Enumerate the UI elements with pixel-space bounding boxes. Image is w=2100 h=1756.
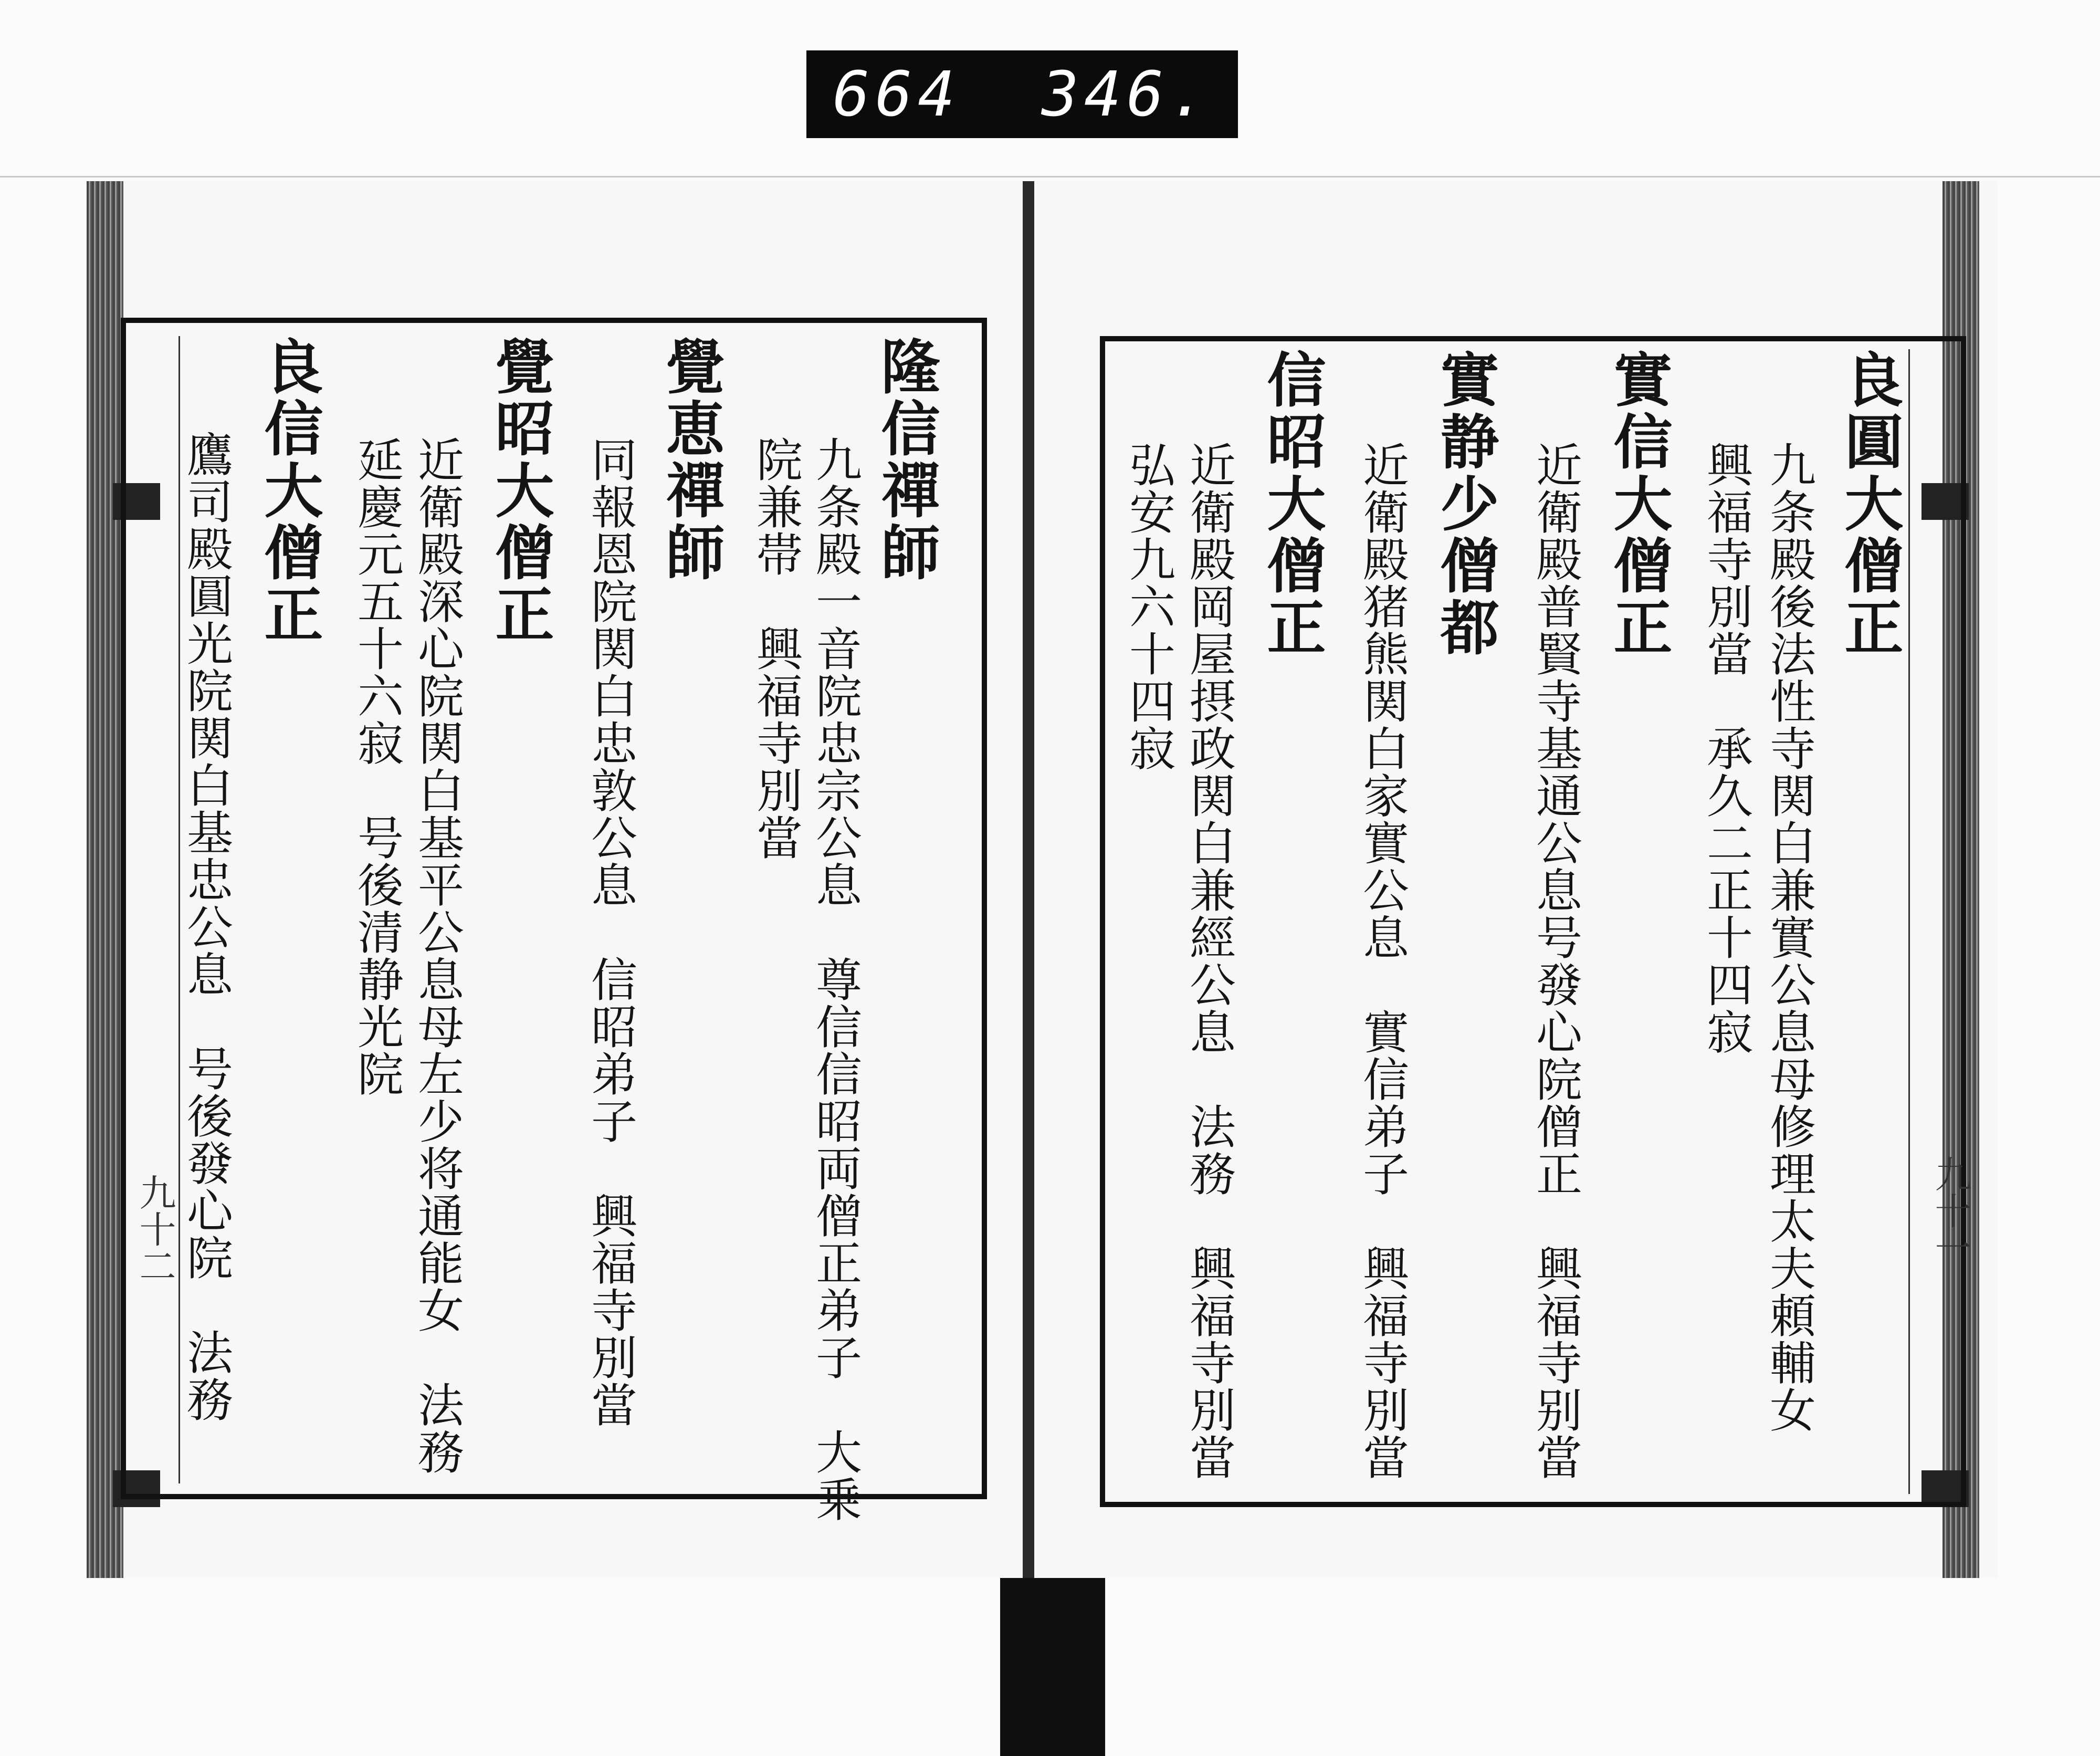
left-page-folio: 九十二 xyxy=(133,1174,176,1284)
right-page-folio: 九十一 xyxy=(1929,1155,1972,1266)
left-entry-1-line-1: 九条殿一音院忠宗公息 尊信信昭両僧正弟子 大乗 xyxy=(808,436,863,1523)
right-entry-4-line-2: 弘安九六十四寂 xyxy=(1122,441,1176,772)
left-entry-1-title: 隆信禪師 xyxy=(872,336,940,584)
reference-number-label xyxy=(806,50,1238,138)
left-entry-3-line-2: 延慶元五十六寂 号後清静光院 xyxy=(350,436,404,1098)
binding-block xyxy=(1000,1578,1105,1756)
scan-fold-line xyxy=(0,176,2100,177)
right-entry-1-line-2: 興福寺別當 承久二正十四寂 xyxy=(1699,441,1754,1055)
ref-number-right: 346. xyxy=(1041,58,1212,130)
right-entry-4-title: 信昭大僧正 xyxy=(1257,349,1326,659)
right-entry-1-title: 良圓大僧正 xyxy=(1835,349,1904,659)
right-entry-2-title: 實信大僧正 xyxy=(1604,349,1673,659)
left-entry-4-line-1: 鷹司殿圓光院関白基忠公息 号後發心院 法務 xyxy=(180,431,234,1423)
right-entry-1-line-1: 九条殿後法性寺関白兼實公息母修理太夫頼輔女 xyxy=(1762,441,1816,1434)
right-entry-3-title: 實静少僧都 xyxy=(1431,349,1499,659)
left-entry-4-title: 良信大僧正 xyxy=(255,336,323,646)
left-entry-3-line-1: 近衛殿深心院関白基平公息母左少将通能女 法務 xyxy=(411,436,465,1476)
right-entry-2-line-1: 近衛殿普賢寺基通公息号發心院僧正 興福寺别當 xyxy=(1529,441,1583,1481)
left-entry-3-title: 覺昭大僧正 xyxy=(486,336,554,646)
left-entry-2-title: 覺恵禪師 xyxy=(656,336,725,584)
ref-number-left: 664 xyxy=(833,58,961,130)
left-entry-2-line-1: 同報恩院関白忠敦公息 信昭弟子 興福寺別當 xyxy=(584,436,638,1428)
right-entry-3-line-1: 近衛殿猪熊関白家實公息 實信弟子 興福寺別當 xyxy=(1356,441,1410,1481)
book-spine xyxy=(1023,181,1034,1578)
right-entry-4-line-1: 近衛殿岡屋摂政関白兼經公息 法務 興福寺別當 xyxy=(1182,441,1236,1481)
left-entry-1-line-2: 院兼帯 興福寺別當 xyxy=(749,436,803,861)
left-page-edge xyxy=(87,181,123,1578)
